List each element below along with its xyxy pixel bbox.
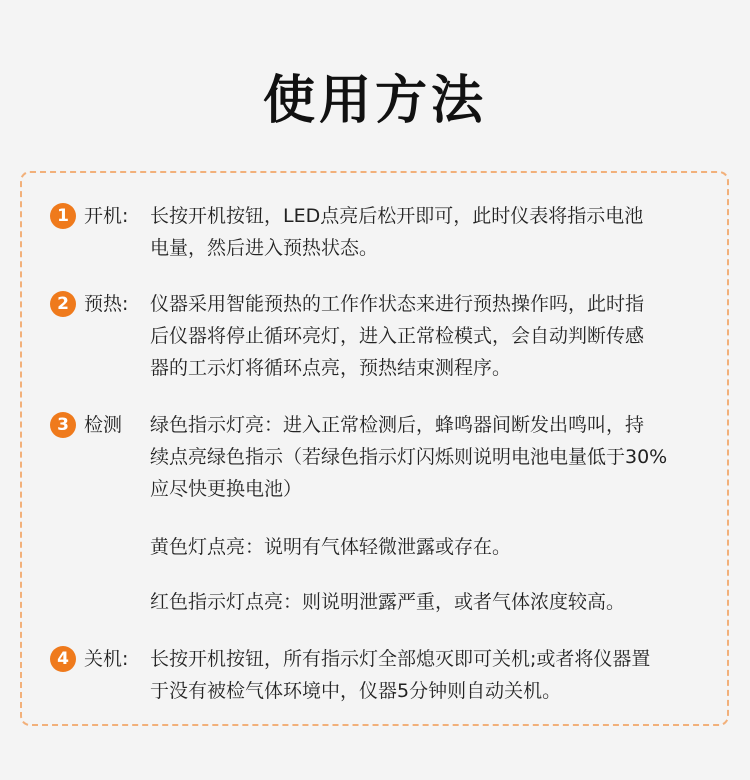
step-4-label: 关机:: [84, 648, 129, 670]
step-2-label: 预热:: [84, 293, 129, 315]
step-2-badge: 2: [50, 291, 76, 317]
step-1-text: 长按开机按钮，LED点亮后松开即可，此时仪表将指示电池 电量，然后进入预热状态。: [150, 205, 644, 259]
page-title: 使用方法: [262, 71, 487, 131]
step-4-text: 长按开机按钮，所有指示灯全部熄灭即可关机;或者将仪器置 于没有被检气体环境中，仪器5分钟则自动关机。: [150, 648, 651, 702]
step-3-yellow-note: 黄色灯点亮：说明有气体轻微泄露或存在。: [150, 536, 512, 558]
step-1-label: 开机:: [84, 205, 129, 227]
step-3-text: 绿色指示灯亮：进入正常检测后，蜂鸣器间断发出鸣叫，持 续点亮绿色指示（若绿色指示灯闪烁则说明电池电量低于30% 应尽快更换电池）: [150, 414, 668, 500]
step-3-badge: 3: [50, 412, 76, 438]
step-4-badge: 4: [50, 646, 76, 672]
step-1-badge: 1: [50, 203, 76, 229]
step-2-text: 仪器采用智能预热的工作作状态来进行预热操作吗，此时指 后仪器将停止循环亮灯，进入正常检模式，会自动判断传感 器的工示灯将循环点亮，预热结束测程序。: [150, 293, 645, 379]
step-3-label: 检测: [84, 414, 123, 436]
step-3-red-note: 红色指示灯点亮：则说明泄露严重，或者气体浓度较高。: [150, 591, 626, 613]
